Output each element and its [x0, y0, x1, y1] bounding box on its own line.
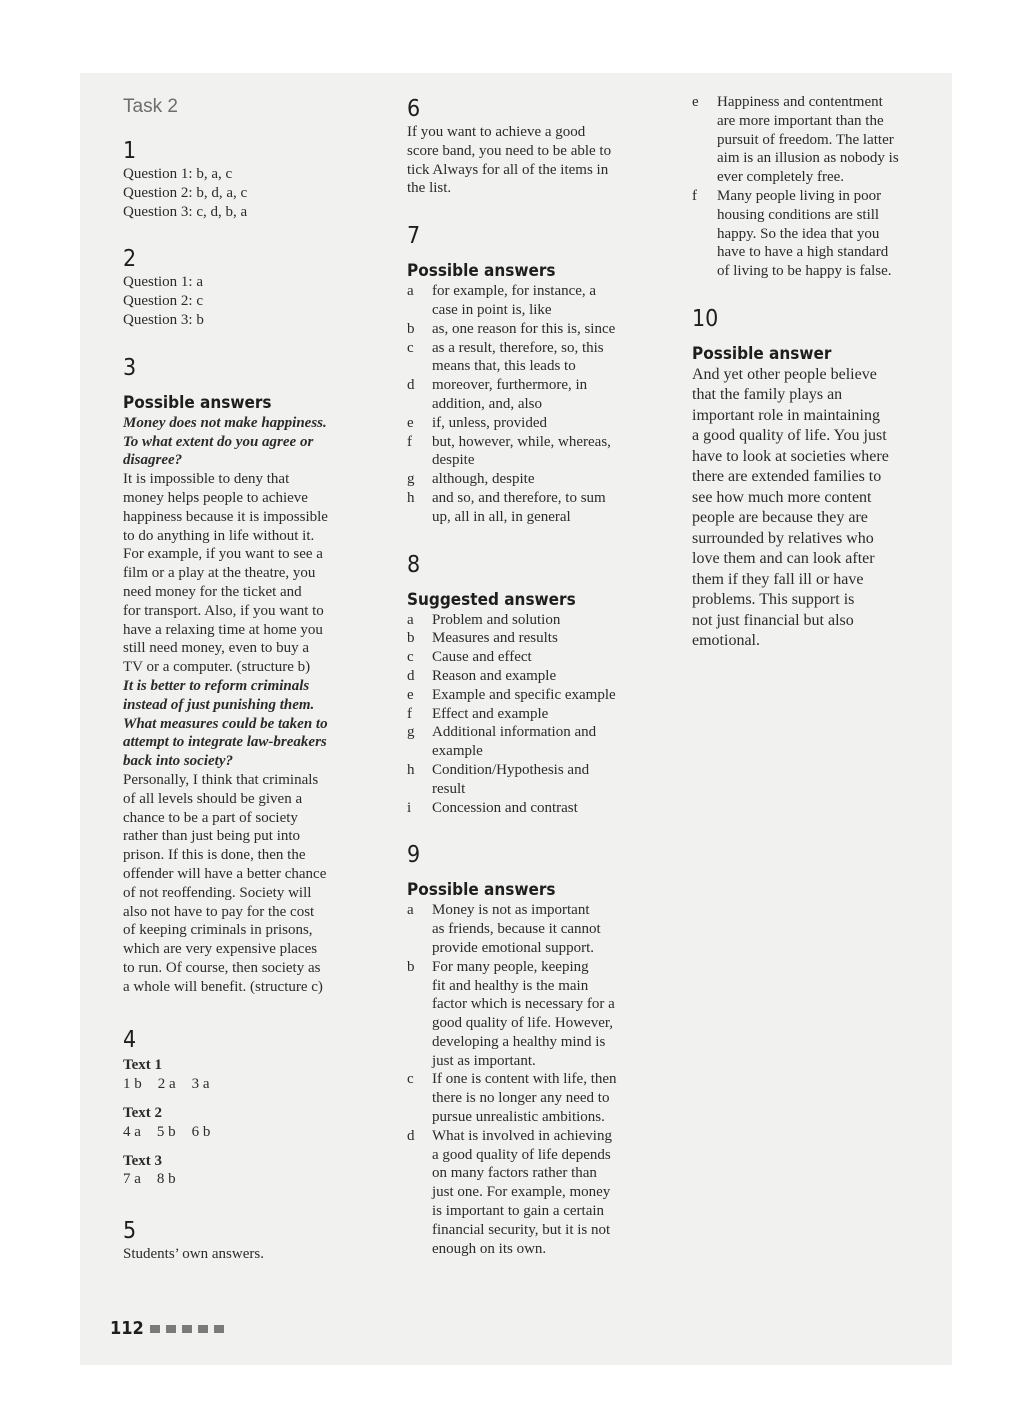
- decorative-square-icon: [166, 1325, 176, 1333]
- essay-answer-2: [123, 771, 373, 997]
- item-letter: d: [407, 377, 415, 394]
- answer-line: Question 2: b, d, a, c: [123, 184, 248, 201]
- item-line: result: [432, 780, 466, 797]
- item-line: Concession and contrast: [432, 799, 578, 816]
- item-line: up, all in all, in general: [432, 508, 571, 525]
- list-item: [407, 433, 665, 471]
- item-line: pursue unrealistic ambitions.: [432, 1109, 605, 1126]
- item-letter: b: [407, 958, 415, 975]
- list-item: [407, 1127, 665, 1259]
- list-item: [407, 799, 665, 818]
- answer-item: 3 a: [191, 1076, 210, 1093]
- text-3-answers: [123, 1170, 373, 1189]
- section-7-list: [407, 282, 665, 526]
- list-item: [407, 611, 665, 630]
- list-item: [407, 958, 665, 1071]
- item-line: Problem and solution: [432, 611, 561, 628]
- item-line: For many people, keeping: [432, 958, 589, 975]
- item-line: Cause and effect: [432, 649, 532, 666]
- text-2-answers: [123, 1123, 373, 1142]
- section-7-heading: Possible answers: [407, 261, 556, 282]
- answer-line: love them and can look after: [692, 550, 875, 568]
- answer-line: important role in maintaining: [692, 406, 880, 424]
- item-line: there is no longer any need to: [432, 1090, 610, 1107]
- section-2-body: [123, 273, 373, 329]
- answer-line: a whole will benefit. (structure c): [123, 978, 323, 995]
- text-3-label: Text 3: [123, 1152, 163, 1169]
- item-line: Additional information and: [432, 724, 597, 741]
- item-line: is important to gain a certain: [432, 1203, 605, 1220]
- item-line: factor which is necessary for a: [432, 996, 615, 1013]
- answer-line: score band, you need to be able to: [407, 142, 612, 159]
- answer-line: It is impossible to deny that: [123, 471, 290, 488]
- item-line: example: [432, 743, 483, 760]
- item-line: case in point is, like: [432, 301, 552, 318]
- answer-item: 4 a: [123, 1123, 141, 1140]
- column-left: [123, 93, 373, 1264]
- item-line: housing conditions are still: [717, 206, 880, 223]
- answer-line: Personally, I think that criminals: [123, 771, 319, 788]
- item-line: ever completely free.: [717, 169, 845, 186]
- answer-line: TV or a computer. (structure b): [123, 659, 311, 676]
- section-3-heading: Possible answers: [123, 392, 272, 413]
- item-line: Many people living in poor: [717, 187, 882, 204]
- item-line: of living to be happy is false.: [717, 263, 892, 280]
- item-letter: a: [407, 902, 414, 919]
- question-line: Money does not make happiness.: [123, 414, 327, 431]
- page-number: 112: [110, 1318, 144, 1339]
- item-line: fit and healthy is the main: [432, 977, 589, 994]
- answer-item: 5 b: [156, 1123, 176, 1140]
- text-1-label: Text 1: [123, 1057, 163, 1074]
- question-line: disagree?: [123, 452, 183, 469]
- question-line: To what extent do you agree or: [123, 433, 314, 450]
- section-4-number: 4: [123, 1027, 137, 1054]
- item-line: as a result, therefore, so, this: [432, 339, 604, 356]
- answer-line: which are very expensive places: [123, 941, 318, 958]
- list-item: [692, 187, 932, 281]
- list-item: [407, 648, 665, 667]
- item-letter: g: [407, 724, 415, 741]
- column-middle: [407, 93, 665, 1258]
- list-item: [692, 93, 932, 187]
- item-letter: b: [407, 320, 415, 337]
- answer-line: Question 2: c: [123, 293, 203, 310]
- essay-question-1: [123, 414, 373, 470]
- item-letter: c: [407, 1071, 414, 1088]
- section-8-heading: Suggested answers: [407, 589, 576, 610]
- item-line: Money is not as important: [432, 902, 590, 919]
- list-item: [407, 667, 665, 686]
- list-item: [407, 761, 665, 799]
- answer-line: For example, if you want to see a: [123, 546, 323, 563]
- list-item: [407, 320, 665, 339]
- item-line: although, despite: [432, 471, 535, 488]
- item-line: financial security, but it is not: [432, 1221, 611, 1238]
- answer-line: for transport. Also, if you want to: [123, 602, 324, 619]
- decorative-square-icon: [182, 1325, 192, 1333]
- item-letter: f: [692, 187, 697, 204]
- item-line: aim is an illusion as nobody is: [717, 150, 899, 167]
- list-item: [407, 489, 665, 527]
- item-letter: i: [407, 799, 412, 816]
- section-1-body: [123, 165, 373, 221]
- answer-item: 1 b: [123, 1076, 142, 1093]
- section-9-list: [407, 901, 665, 1258]
- answer-line: emotional.: [692, 632, 760, 650]
- item-line: as friends, because it cannot: [432, 921, 601, 938]
- task-title: Task 2: [123, 96, 178, 117]
- item-line: and so, and therefore, to sum: [432, 489, 606, 506]
- section-10-heading: Possible answer: [692, 343, 832, 364]
- answer-line: have a relaxing time at home you: [123, 621, 323, 638]
- item-letter: f: [407, 705, 412, 722]
- answer-line: see how much more content: [692, 488, 872, 506]
- answer-line: of all levels should be given a: [123, 790, 303, 807]
- answer-line: offender will have a better chance: [123, 865, 327, 882]
- item-line: Example and specific example: [432, 686, 616, 703]
- decorative-square-icon: [198, 1325, 208, 1333]
- item-letter: g: [407, 471, 415, 488]
- item-line: have to have a high standard: [717, 244, 889, 261]
- essay-question-2: [123, 677, 373, 771]
- question-line: instead of just punishing them.: [123, 696, 315, 713]
- answer-line: film or a play at the theatre, you: [123, 565, 316, 582]
- question-line: attempt to integrate law-breakers: [123, 734, 327, 751]
- item-line: developing a healthy mind is: [432, 1033, 606, 1050]
- item-letter: h: [407, 489, 415, 506]
- answer-line: people are because they are: [692, 509, 868, 527]
- item-line: Effect and example: [432, 705, 549, 722]
- section-9-heading: Possible answers: [407, 880, 556, 901]
- section-6-number: 6: [407, 96, 421, 122]
- item-line: as, one reason for this is, since: [432, 320, 616, 337]
- item-letter: a: [407, 283, 414, 300]
- list-item: [407, 414, 665, 433]
- essay-answer-1: [123, 470, 373, 677]
- answer-item: 7 a: [123, 1171, 141, 1188]
- answer-line: Question 3: c, d, b, a: [123, 203, 248, 220]
- item-line: means that, this leads to: [432, 358, 576, 375]
- answer-line: happiness because it is impossible: [123, 508, 328, 525]
- section-9-number: 9: [407, 842, 421, 869]
- page-footer: [110, 1318, 224, 1339]
- decorative-square-icon: [214, 1325, 224, 1333]
- item-line: happy. So the idea that you: [717, 225, 880, 242]
- answer-line: Question 1: a: [123, 274, 203, 291]
- item-letter: a: [407, 611, 414, 628]
- answer-line: need money for the ticket and: [123, 583, 302, 600]
- list-item: [407, 629, 665, 648]
- section-8-number: 8: [407, 551, 421, 578]
- answer-item: 8 b: [156, 1171, 176, 1188]
- item-line: just as important.: [432, 1052, 536, 1069]
- list-item: [407, 901, 665, 957]
- section-10-body: [692, 365, 932, 652]
- answer-item: 6 b: [191, 1123, 211, 1140]
- item-line: for example, for instance, a: [432, 283, 597, 300]
- item-line: but, however, while, whereas,: [432, 433, 611, 450]
- list-item: [407, 705, 665, 724]
- section-7-number: 7: [407, 223, 421, 250]
- answer-line: Question 3: b: [123, 311, 204, 328]
- section-5-number: 5: [123, 1218, 137, 1245]
- item-letter: d: [407, 667, 415, 684]
- answer-line: have to look at societies where: [692, 447, 889, 465]
- item-letter: h: [407, 761, 415, 778]
- answer-line: to run. Of course, then society as: [123, 959, 321, 976]
- list-item: [407, 686, 665, 705]
- item-letter: f: [407, 433, 412, 450]
- item-line: pursuit of freedom. The latter: [717, 131, 894, 148]
- item-line: addition, and, also: [432, 395, 542, 412]
- answer-line: there are extended families to: [692, 468, 882, 486]
- item-line: Condition/Hypothesis and: [432, 761, 590, 778]
- list-item: [407, 282, 665, 320]
- section-2-number: 2: [123, 246, 137, 273]
- item-line: are more important than the: [717, 112, 884, 129]
- text-1-answers: [123, 1075, 373, 1094]
- answer-line: still need money, even to buy a: [123, 640, 310, 657]
- question-line: It is better to reform criminals: [123, 677, 310, 694]
- list-item: [407, 339, 665, 377]
- list-item: [407, 376, 665, 414]
- answer-line: a good quality of life. You just: [692, 427, 887, 445]
- answer-line: problems. This support is: [692, 591, 855, 609]
- answer-line: prison. If this is done, then the: [123, 847, 306, 864]
- section-9-continued-list: [692, 93, 932, 281]
- answer-line: them if they fall ill or have: [692, 570, 864, 588]
- item-letter: e: [407, 414, 414, 431]
- item-line: good quality of life. However,: [432, 1015, 614, 1032]
- answer-line: Question 1: b, a, c: [123, 166, 233, 182]
- answer-line: the list.: [407, 180, 452, 197]
- item-line: a good quality of life depends: [432, 1146, 611, 1163]
- answer-line: not just financial but also: [692, 611, 854, 629]
- answer-line: also not have to pay for the cost: [123, 903, 315, 920]
- list-item: [407, 1070, 665, 1126]
- answer-line: surrounded by relatives who: [692, 529, 874, 547]
- question-line: What measures could be taken to: [123, 715, 328, 732]
- section-6-body: [407, 123, 665, 198]
- item-letter: c: [407, 649, 414, 666]
- item-line: moreover, furthermore, in: [432, 377, 588, 394]
- answer-line: money helps people to achieve: [123, 489, 308, 506]
- answer-line: If you want to achieve a good: [407, 124, 586, 140]
- section-10-number: 10: [692, 305, 719, 332]
- item-line: despite: [432, 452, 475, 469]
- answer-line: of keeping criminals in prisons,: [123, 922, 313, 939]
- text-2-label: Text 2: [123, 1105, 163, 1122]
- question-line: back into society?: [123, 753, 233, 770]
- answer-item: 2 a: [157, 1076, 176, 1093]
- item-line: just one. For example, money: [432, 1184, 611, 1201]
- section-4-body: [123, 1056, 373, 1189]
- section-8-list: [407, 611, 665, 818]
- item-line: Measures and results: [432, 630, 558, 647]
- item-line: Reason and example: [432, 667, 557, 684]
- answer-line: of not reoffending. Society will: [123, 884, 312, 901]
- item-line: If one is content with life, then: [432, 1071, 617, 1088]
- item-letter: e: [692, 94, 699, 110]
- item-line: on many factors rather than: [432, 1165, 597, 1182]
- item-line: Happiness and contentment: [717, 94, 883, 110]
- item-line: What is involved in achieving: [432, 1127, 612, 1144]
- item-line: if, unless, provided: [432, 414, 547, 431]
- list-item: [407, 470, 665, 489]
- decorative-square-icon: [150, 1325, 160, 1333]
- item-letter: d: [407, 1127, 415, 1144]
- answer-line: rather than just being put into: [123, 828, 301, 845]
- item-letter: b: [407, 630, 415, 647]
- item-letter: e: [407, 686, 414, 703]
- answer-line: tick Always for all of the items in: [407, 161, 609, 178]
- answer-line: that the family plays an: [692, 386, 843, 404]
- item-line: provide emotional support.: [432, 939, 595, 956]
- answer-line: chance to be a part of society: [123, 809, 298, 826]
- section-1-number: 1: [123, 138, 137, 164]
- list-item: [407, 723, 665, 761]
- answer-line: to do anything in life without it.: [123, 527, 315, 544]
- section-5-body: Students’ own answers.: [123, 1246, 264, 1263]
- answer-line: And yet other people believe: [692, 365, 877, 383]
- item-letter: c: [407, 339, 414, 356]
- column-right: [692, 93, 932, 652]
- item-line: enough on its own.: [432, 1240, 547, 1257]
- section-3-number: 3: [123, 354, 137, 381]
